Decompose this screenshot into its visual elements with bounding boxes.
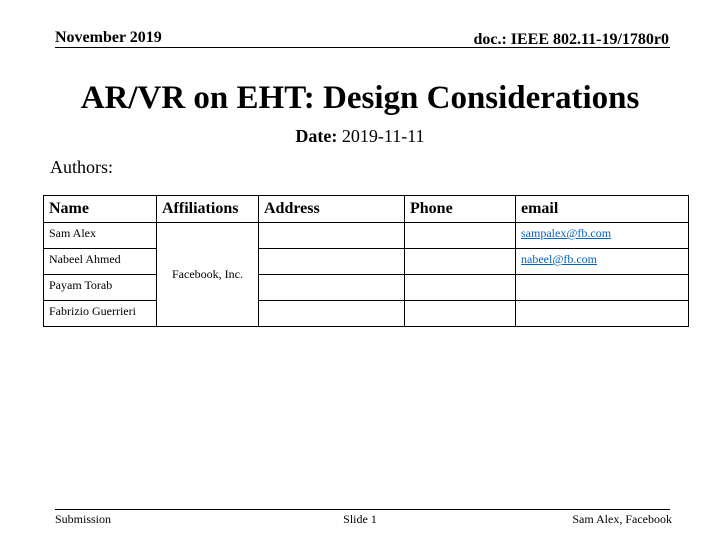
header-address: Address	[259, 196, 405, 223]
table-header-row	[44, 196, 689, 223]
author-email-link[interactable]: sampalex@fb.com	[521, 226, 612, 240]
footer-slide-number: Slide 1	[343, 512, 377, 526]
author-phone	[405, 223, 516, 249]
header-affiliations: Affiliations	[157, 196, 259, 223]
author-address	[259, 275, 405, 301]
footer-author: Sam Alex, Facebook	[572, 512, 672, 526]
author-email-cell	[516, 249, 689, 275]
author-address	[259, 223, 405, 249]
table-row	[44, 223, 689, 249]
author-email-cell	[516, 275, 689, 301]
author-phone	[405, 249, 516, 275]
footer-divider	[55, 509, 670, 510]
author-name: Fabrizio Guerrieri	[44, 301, 157, 327]
author-name: Nabeel Ahmed	[44, 249, 157, 275]
author-email-cell	[516, 301, 689, 327]
author-email-link[interactable]: nabeel@fb.com	[521, 252, 598, 266]
header-phone: Phone	[405, 196, 516, 223]
table-row	[44, 275, 689, 301]
header-name: Name	[44, 196, 157, 223]
author-name: Payam Torab	[44, 275, 157, 301]
date-label: Date:	[295, 126, 338, 146]
date-value: 2019-11-11	[341, 126, 425, 146]
header-date: November 2019	[55, 29, 162, 46]
footer-submission: Submission	[55, 512, 112, 526]
author-address	[259, 249, 405, 275]
author-address	[259, 301, 405, 327]
date-line	[0, 126, 720, 147]
header-doc-id: doc.: IEEE 802.11-19/1780r0	[473, 31, 669, 48]
header-email: email	[516, 196, 689, 223]
author-phone	[405, 275, 516, 301]
author-name: Sam Alex	[44, 223, 157, 249]
table-row	[44, 249, 689, 275]
author-affiliation: Facebook, Inc.	[157, 223, 259, 327]
authors-table	[43, 195, 689, 327]
authors-label: Authors:	[50, 157, 113, 177]
author-phone	[405, 301, 516, 327]
author-email-cell	[516, 223, 689, 249]
slide-title: AR/VR on EHT: Design Considerations	[80, 80, 640, 116]
header-divider	[55, 47, 670, 48]
table-row	[44, 301, 689, 327]
